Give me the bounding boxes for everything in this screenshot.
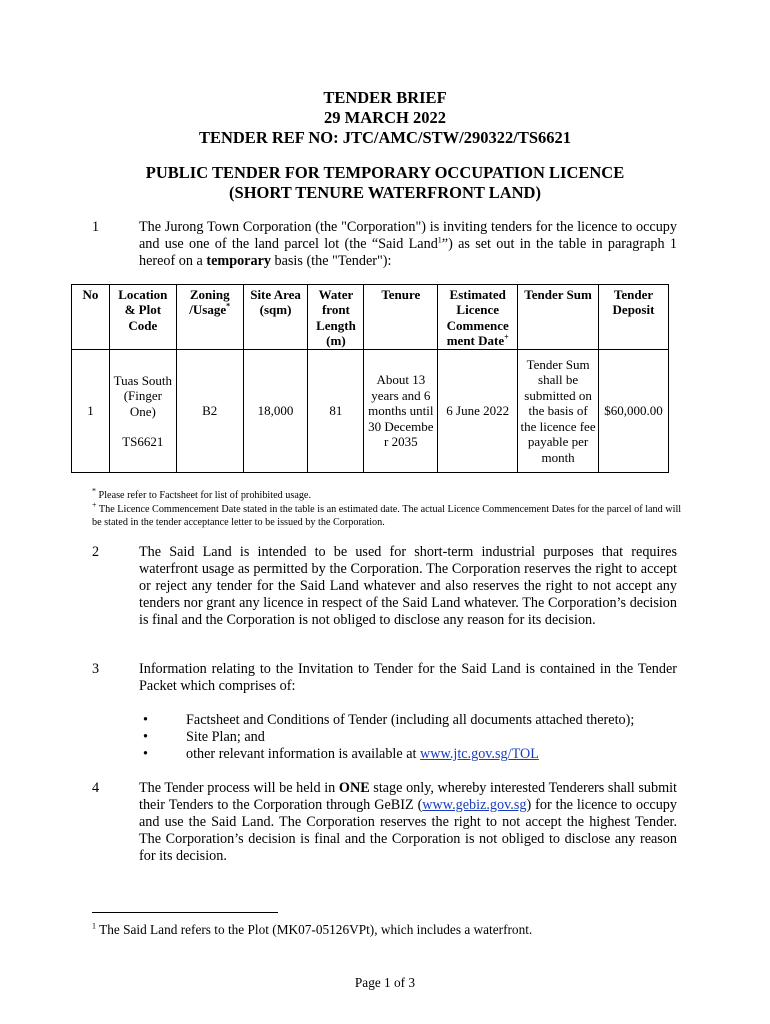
note-commencement — [92, 500, 682, 530]
cell-no: 1 — [72, 350, 110, 473]
cell-tenure: About 13 years and 6 months until 30 Decembe r 2035 — [364, 350, 438, 473]
header-deposit: Tender Deposit — [598, 285, 668, 350]
list-item-text: Site Plan; and — [186, 729, 265, 745]
footnote-ref: 1 — [437, 235, 442, 245]
paragraph-text: The Jurong Town Corporation (the "Corporation") is inviting tenders for the licence to occupy and use one of the land parcel lot (the “Said Land — [139, 219, 677, 252]
header-tender-sum: Tender Sum — [518, 285, 599, 350]
table-notes — [92, 486, 682, 530]
cell-site-area: 18,000 — [243, 350, 308, 473]
list-item-text: Factsheet and Conditions of Tender (including all documents attached thereto); — [186, 712, 635, 728]
note-usage — [92, 486, 682, 503]
gebiz-link[interactable]: www.gebiz.gov.sg — [422, 797, 527, 813]
note-mark: + — [92, 500, 97, 510]
paragraph-bold: ONE — [338, 780, 370, 796]
cell-location — [109, 350, 176, 473]
paragraph-body: The Said Land is intended to be used for short-term industrial purposes that requires waterfront usage as permitted by the Corporation. The Corporation reserves the right to accept or reject any tender for the Said Land whatever and also reserves the right to not accept any tenders nor grant any licence in respect of the Said Land whatever. The Corporation’s decision is final and the Corporation is not obliged to disclose any reason for its decision. — [139, 544, 677, 628]
paragraph-number: 1 — [92, 219, 100, 235]
header-site-area: Site Area (sqm) — [243, 285, 308, 350]
header-zoning-mark: * — [226, 302, 231, 312]
note-text: The Licence Commencement Date stated in the table is an estimated date. The actual Licence Commencement Dates for the parcel of land will be stated in the tender acceptance letter to be issued by the Corporation. — [92, 503, 682, 528]
paragraph-number: 2 — [92, 544, 100, 560]
header-commence-text: Estimated Licence Commence ment Date — [446, 287, 509, 349]
note-mark: * — [92, 486, 96, 496]
header-date: 29 MARCH 2022 — [324, 108, 446, 127]
footnote-text: The Said Land refers to the Plot (MK07-05126VPt), which includes a waterfront. — [96, 922, 533, 937]
table-row — [72, 350, 669, 473]
header-no: No — [72, 285, 110, 350]
list-item — [140, 746, 685, 763]
cell-plot-code: TS6621 — [122, 433, 164, 449]
bullet-icon: • — [143, 729, 148, 745]
jtc-tol-link[interactable]: www.jtc.gov.sg/TOL — [420, 746, 539, 762]
document-header — [0, 88, 770, 148]
list-item-text: other relevant information is available at — [186, 746, 421, 762]
tender-packet-list — [140, 712, 685, 763]
footnote-mark: 1 — [92, 921, 96, 931]
paragraph-body — [139, 219, 677, 270]
cell-commence-date: 6 June 2022 — [438, 350, 518, 473]
tender-table — [71, 284, 669, 473]
footnote-divider — [92, 912, 278, 913]
subtitle-line1: PUBLIC TENDER FOR TEMPORARY OCCUPATION LICENCE — [145, 163, 625, 182]
header-zoning — [176, 285, 243, 350]
header-water-front: Water front Length (m) — [308, 285, 364, 350]
page-number: Page 1 of 3 — [354, 975, 416, 990]
paragraph-bold: temporary — [206, 253, 271, 269]
cell-deposit: $60,000.00 — [598, 350, 668, 473]
cell-location-text: Tuas South (Finger One) — [113, 372, 173, 419]
paragraph-text: stage only, whereby interested Tenderers shall submit their Tenders to the Corporation through GeBIZ ( — [139, 780, 677, 813]
header-title: TENDER BRIEF — [323, 88, 447, 107]
footnote — [92, 922, 532, 938]
cell-tender-sum: Tender Sum shall be submitted on the basis of the licence fee payable per month — [518, 350, 599, 473]
table-header-row — [72, 285, 669, 350]
document-subtitle — [0, 163, 770, 203]
list-item — [140, 729, 685, 746]
header-location: Location & Plot Code — [109, 285, 176, 350]
list-item — [140, 712, 685, 729]
cell-water-front: 81 — [308, 350, 364, 473]
paragraph-text: ) for the licence to occupy and use the Said Land. The Corporation reserves the right to not accept the highest Tender. The Corporation’s decision is final and the Corporation is not obliged to disclose any reason for its decision. — [139, 797, 677, 864]
header-ref: TENDER REF NO: JTC/AMC/STW/290322/TS6621 — [198, 128, 572, 147]
header-commence-date — [438, 285, 518, 350]
bullet-icon: • — [143, 746, 148, 762]
paragraph-body: Information relating to the Invitation to Tender for the Said Land is contained in the Tender Packet which comprises of: — [139, 661, 677, 694]
cell-zoning: B2 — [176, 350, 243, 473]
header-commence-mark: + — [504, 332, 509, 342]
header-zoning-text: Zoning /Usage — [189, 287, 230, 318]
paragraph-body — [139, 780, 677, 865]
note-text: Please refer to Factsheet for list of prohibited usage. — [96, 490, 312, 501]
header-tenure: Tenure — [364, 285, 438, 350]
paragraph-text: The Tender process will be held in — [139, 780, 339, 796]
subtitle-line2: (SHORT TENURE WATERFRONT LAND) — [229, 183, 541, 202]
bullet-icon: • — [143, 712, 148, 728]
paragraph-number: 4 — [92, 780, 100, 796]
paragraph-text: ”) as set out in the table in paragraph 1 hereof on a — [139, 236, 677, 269]
paragraph-text: basis (the "Tender"): — [270, 253, 392, 269]
paragraph-number: 3 — [92, 661, 100, 677]
